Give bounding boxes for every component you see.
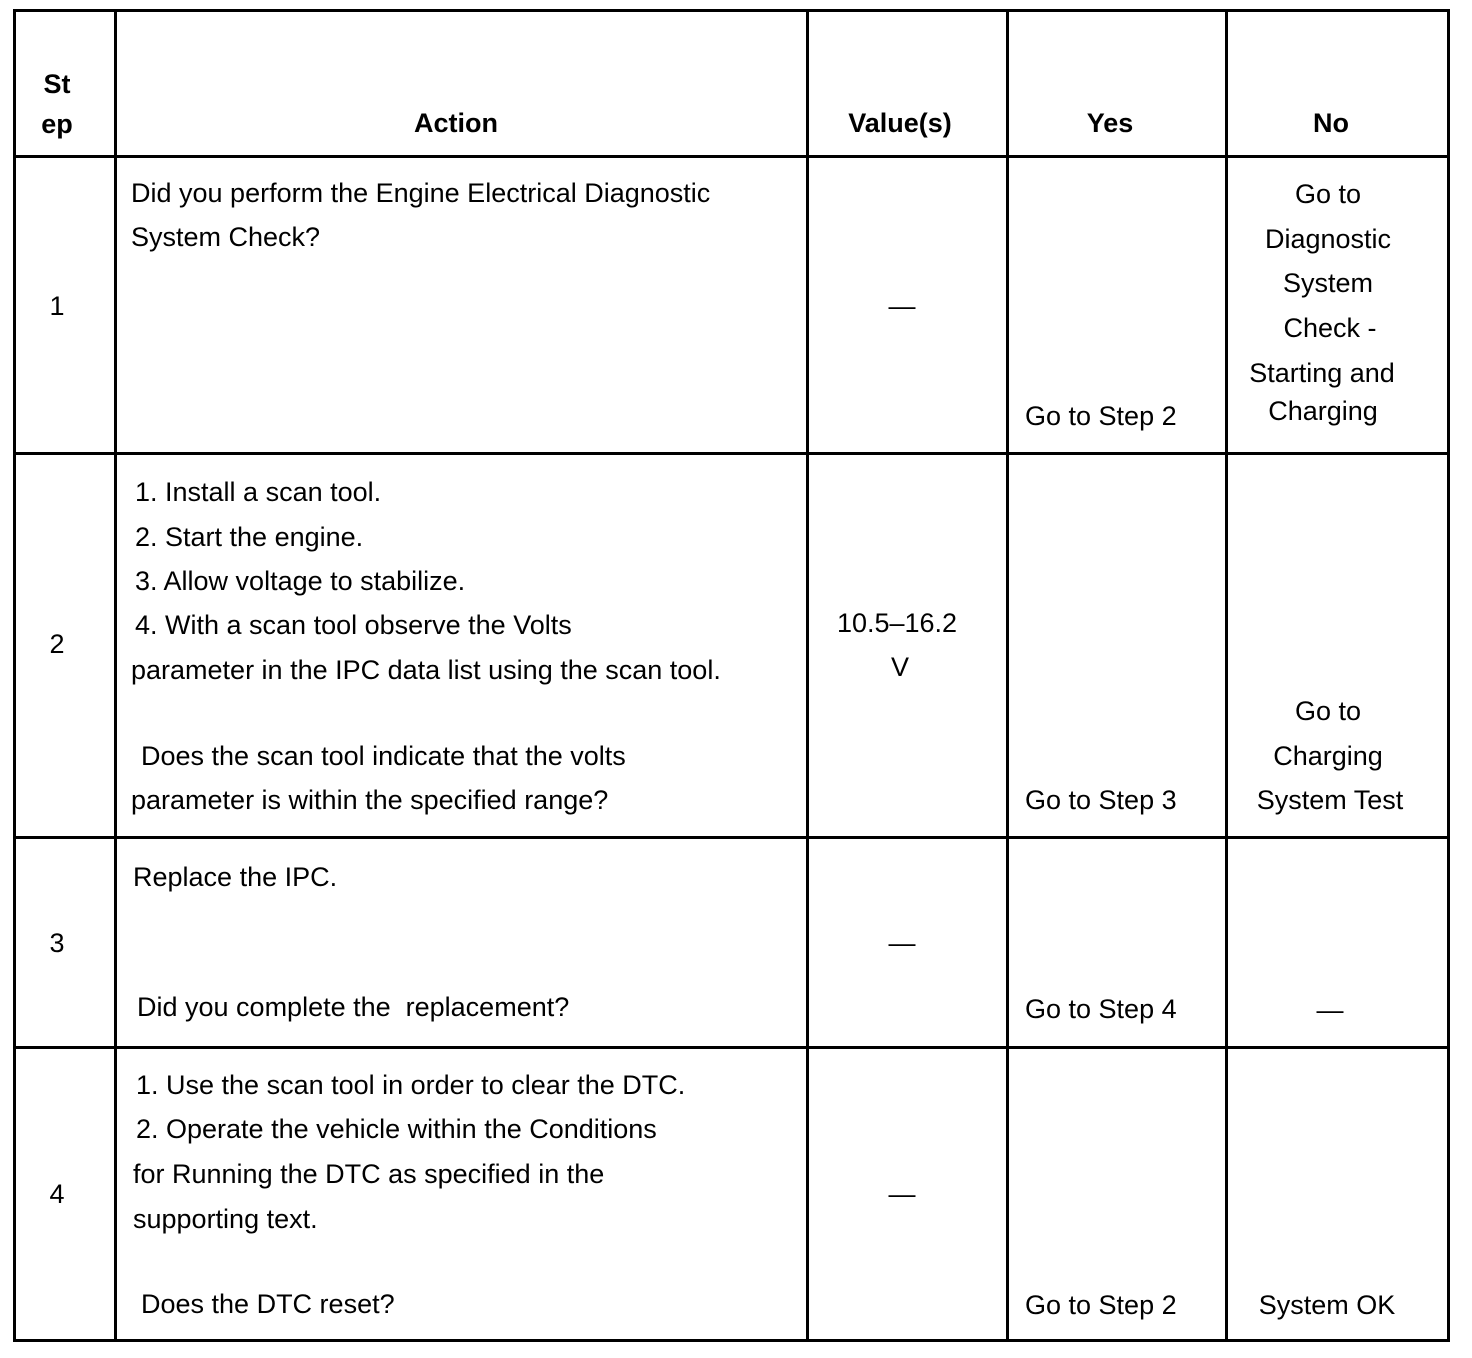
action-line: Did you perform the Engine Electrical Diagnostic bbox=[131, 178, 711, 208]
action-line: supporting text. bbox=[133, 1204, 318, 1234]
no-text-line: Charging bbox=[1273, 741, 1383, 771]
no-text-line: Go to bbox=[1294, 696, 1362, 726]
header-values: Value(s) bbox=[848, 108, 952, 138]
value-text-line: 10.5–16.2 bbox=[836, 608, 958, 638]
action-line: Does the DTC reset? bbox=[141, 1289, 395, 1319]
action-line: for Running the DTC as specified in the bbox=[133, 1159, 605, 1189]
row-divider-1 bbox=[13, 452, 1450, 455]
action-line: 2. Start the engine. bbox=[135, 522, 364, 552]
value-text: — bbox=[888, 1179, 916, 1209]
no-text-line: Check - bbox=[1283, 313, 1377, 343]
step-number: 4 bbox=[49, 1179, 65, 1209]
header-yes: Yes bbox=[1086, 108, 1134, 138]
column-divider-action bbox=[806, 9, 809, 1342]
yes-text: Go to Step 2 bbox=[1025, 1290, 1177, 1320]
action-line: 1. Use the scan tool in order to clear the DTC. bbox=[136, 1070, 686, 1100]
step-number: 2 bbox=[49, 629, 65, 659]
no-text-line: Diagnostic bbox=[1264, 224, 1392, 254]
no-text-line: System bbox=[1282, 268, 1374, 298]
no-text: — bbox=[1316, 995, 1344, 1025]
action-line: Did you complete the replacement? bbox=[137, 992, 570, 1022]
no-text: System OK bbox=[1258, 1290, 1396, 1320]
action-line: Does the scan tool indicate that the volts bbox=[141, 741, 626, 771]
action-line: 4. With a scan tool observe the Volts bbox=[135, 610, 572, 640]
action-line: 2. Operate the vehicle within the Conditions bbox=[136, 1114, 657, 1144]
no-text-line: System Test bbox=[1256, 785, 1404, 815]
action-line: 1. Install a scan tool. bbox=[135, 477, 382, 507]
column-divider-yes bbox=[1225, 9, 1228, 1342]
action-line: parameter in the IPC data list using the scan tool. bbox=[131, 655, 721, 685]
row-divider-header bbox=[13, 155, 1450, 158]
no-text-line: Starting and bbox=[1249, 358, 1395, 388]
yes-text: Go to Step 2 bbox=[1025, 401, 1177, 431]
header-action: Action bbox=[414, 108, 498, 138]
header-step-line1: St bbox=[43, 69, 71, 99]
value-text: — bbox=[888, 928, 916, 958]
header-no: No bbox=[1313, 108, 1349, 138]
no-text-line: Charging bbox=[1268, 396, 1378, 426]
action-line: 3. Allow voltage to stabilize. bbox=[135, 566, 466, 596]
header-step-line2: ep bbox=[41, 109, 73, 139]
column-divider-step bbox=[114, 9, 117, 1342]
action-line: System Check? bbox=[131, 222, 321, 252]
value-text-line: V bbox=[890, 652, 910, 682]
step-number: 3 bbox=[49, 928, 65, 958]
no-text-line: Go to bbox=[1294, 179, 1362, 209]
column-divider-values bbox=[1006, 9, 1009, 1342]
yes-text: Go to Step 3 bbox=[1025, 785, 1177, 815]
row-divider-2 bbox=[13, 836, 1450, 839]
action-line: parameter is within the specified range? bbox=[131, 785, 609, 815]
yes-text: Go to Step 4 bbox=[1025, 994, 1177, 1024]
value-text: — bbox=[888, 291, 916, 321]
step-number: 1 bbox=[49, 291, 65, 321]
action-line: Replace the IPC. bbox=[133, 862, 338, 892]
row-divider-3 bbox=[13, 1046, 1450, 1049]
